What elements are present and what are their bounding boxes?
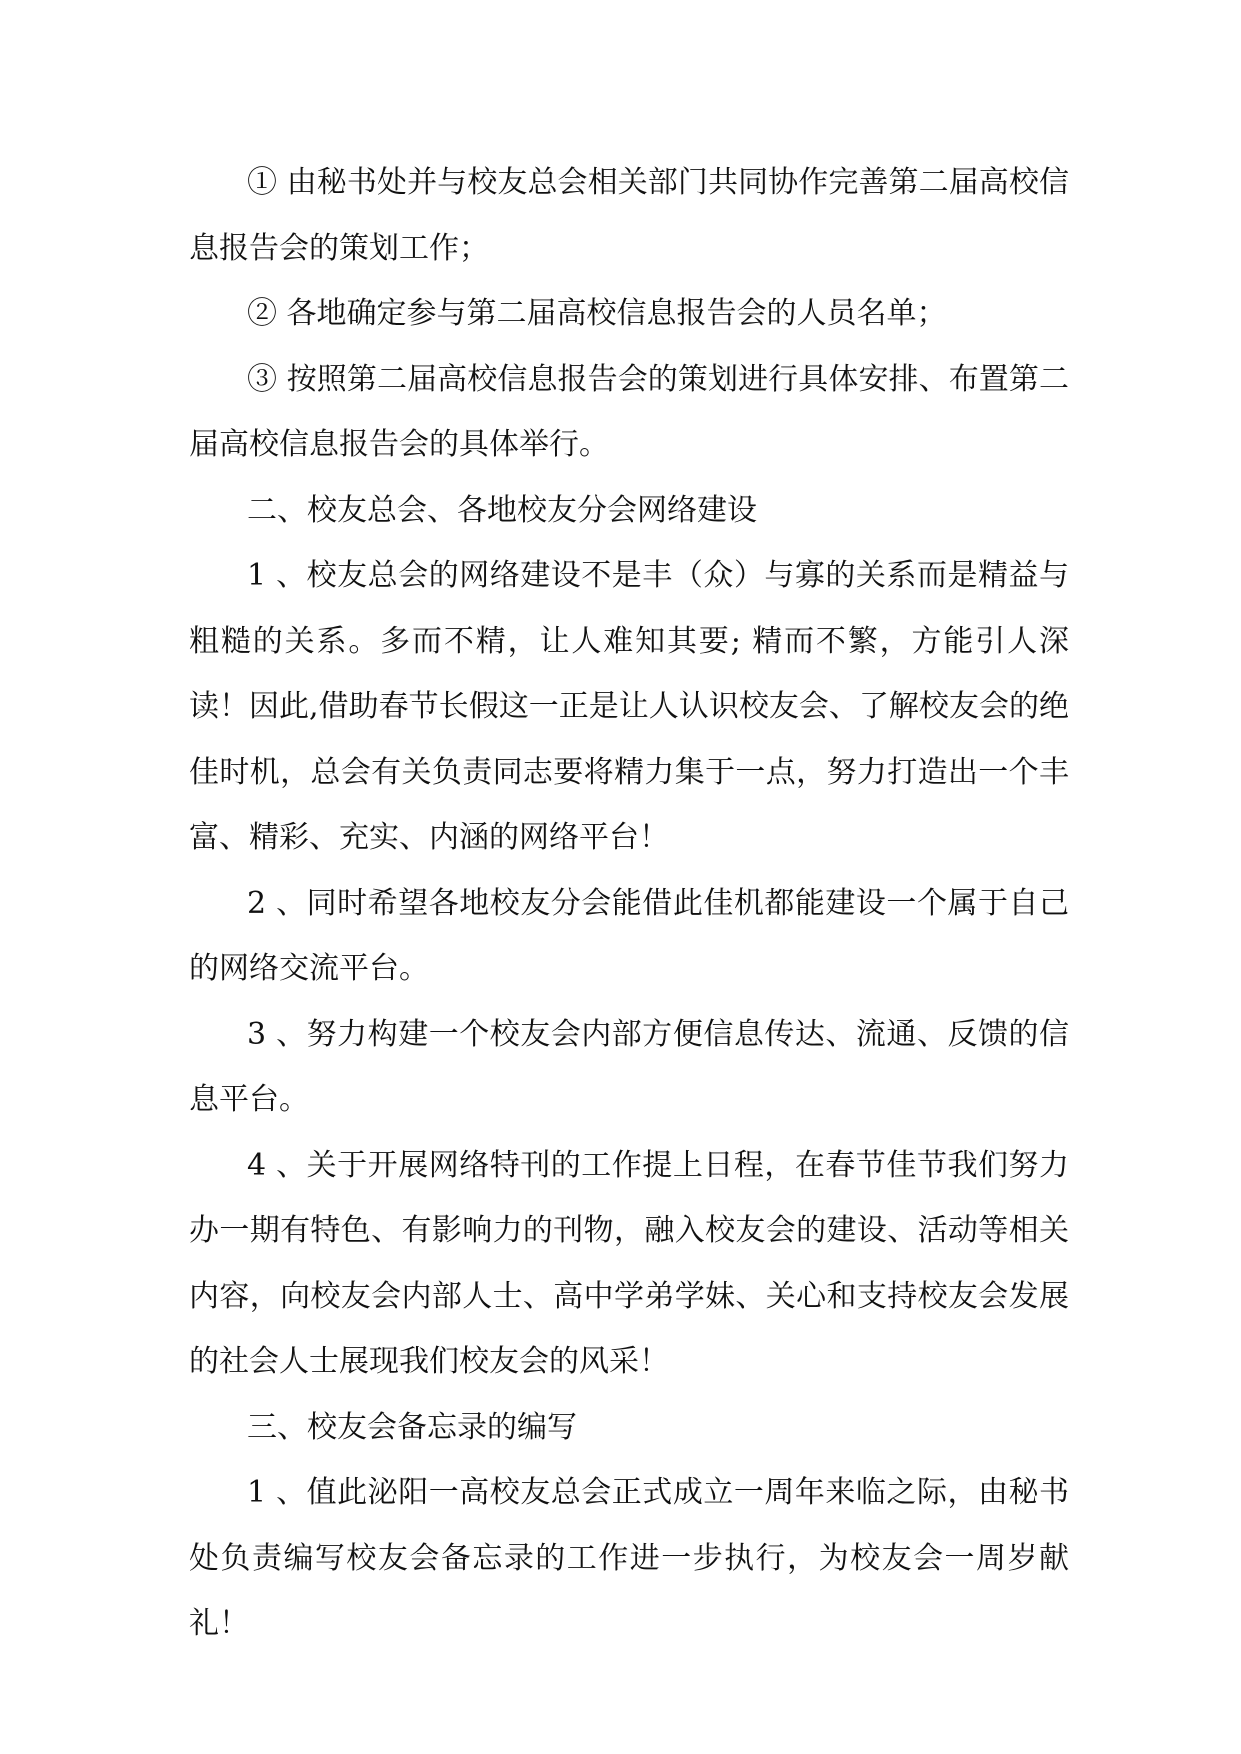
section-heading-3: 三、校友会备忘录的编写 <box>247 1409 577 1445</box>
paragraph-item-network-2: 2 、同时希望各地校友分会能借此佳机都能建设一个属于自己的网络交流平台。 <box>189 885 1069 986</box>
section-heading-2: 二、校友总会、各地校友分会网络建设 <box>247 492 757 528</box>
paragraph-item-network-4: 4 、关于开展网络特刊的工作提上日程，在春节佳节我们努力办一期有特色、有影响力的刊物，融入校友会的建设、活动等相关内容，向校友会内部人士、高中学弟学妹、关心和支持校友会发展的社会人士展现我们校友会的风采！ <box>189 1147 1069 1379</box>
paragraph-item-network-1: 1 、校友总会的网络建设不是丰（众）与寡的关系而是精益与粗糙的关系。多而不精，让人难知其要; 精而不繁，方能引人深读！因此,借助春节长假这一正是让人认识校友会、了解校友会的绝佳时机，总会有关负责同志要将精力集于一点，努力打造出一个丰富、精彩、充实、内涵的网络平台！ <box>189 558 1069 855</box>
paragraph-item-3: ③ 按照第二届高校信息报告会的策划进行具体安排、布置第二届高校信息报告会的具体举行。 <box>189 361 1069 462</box>
paragraph-item-2: ② 各地确定参与第二届高校信息报告会的人员名单； <box>247 296 947 331</box>
paragraph-item-1: ① 由秘书处并与校友总会相关部门共同协作完善第二届高校信息报告会的策划工作； <box>189 165 1069 266</box>
paragraph-item-network-3: 3 、努力构建一个校友会内部方便信息传达、流通、反馈的信息平台。 <box>189 1016 1069 1117</box>
document-body <box>189 150 1069 1657</box>
paragraph-item-memo-1: 1 、值此泌阳一高校友总会正式成立一周年来临之际，由秘书处负责编写校友会备忘录的工作进一步执行，为校友会一周岁献礼！ <box>189 1475 1069 1641</box>
